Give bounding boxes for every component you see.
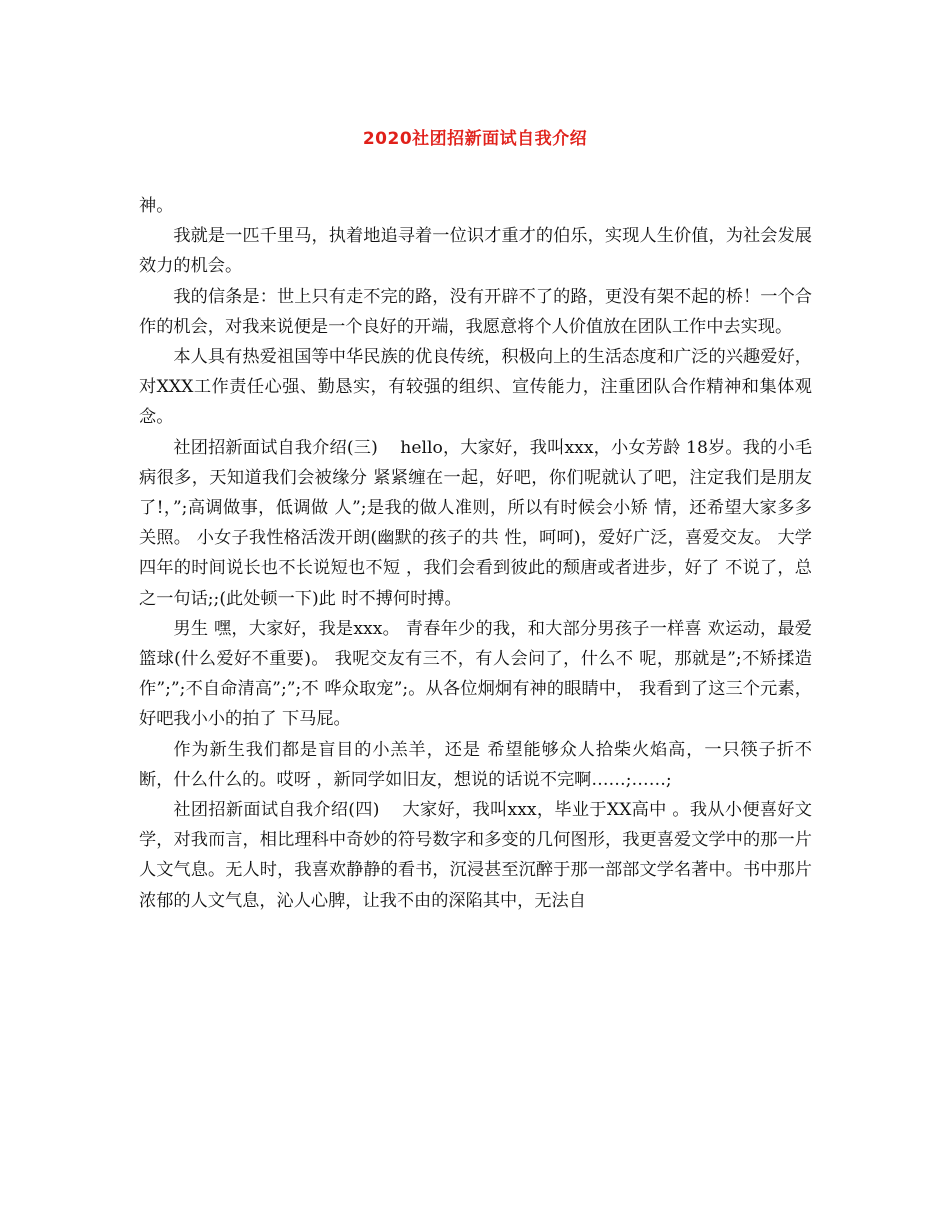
paragraph: 社团招新面试自我介绍(四) 大家好，我叫xxx，毕业于XX高中 。我从小便喜好文学，对我而言，相比理科中奇妙的符号数字和多变的几何图形，我更喜爱文学中的那一片人文气息。无人时，我喜欢静静的看书，沉浸甚至沉醉于那一部部文学名著中。书中那片浓郁的人文气息，沁人心脾，让我不由的深陷其中，无法自 xyxy=(139,800,812,911)
paragraph: 我的信条是：世上只有走不完的路，没有开辟不了的路，更没有架不起的桥！一个合作的机会，对我来说便是一个良好的开端，我愿意将个人价值放在团队工作中去实现。 xyxy=(139,286,812,337)
paragraph: 神。 xyxy=(139,196,174,216)
document-body xyxy=(139,191,818,916)
paragraph: 作为新生我们都是盲目的小羔羊，还是 希望能够众人拾柴火焰高，一只筷子折不 断，什么什么的。哎呀 ，新同学如旧友，想说的话说不完啊……;……; xyxy=(139,739,818,790)
document-title: 2020社团招新面试自我介绍 xyxy=(362,129,588,149)
paragraph: 社团招新面试自我介绍(三) hello，大家好，我叫xxx，小女芳龄 18岁。我的小毛病很多，天知道我们会被缘分 紧紧缠在一起，好吧，你们呢就认了吧，注定我们是朋友了!，”;高调做事，低调做 人”;是我的做人准则，所以有时候会小矫 情，还希望大家多多关照。 小女子我性格活泼开朗(幽默的孩子的共 性，呵呵)，爱好广泛，喜爱交友。 大学四年的时间说长也不长说短也不短 ，我们会看到彼此的颓唐或者进步，好了 不说了，总之一句话;;(此处顿一下)此 时不搏何时搏。 xyxy=(139,437,812,609)
paragraph: 本人具有热爱祖国等中华民族的优良传统，积极向上的生活态度和广泛的兴趣爱好，对XXX工作责任心强、勤恳实，有较强的组织、宣传能力，注重团队合作精神和集体观念。 xyxy=(139,347,812,428)
paragraph: 男生 嘿，大家好，我是xxx。 青春年少的我，和大部分男孩子一样喜 欢运动，最爱篮球(什么爱好不重要)。 我呢交友有三不，有人会问了，什么不 呢，那就是”;不矫揉造作”;”;不自命清高”;”;不 哗众取宠”;。从各位炯炯有神的眼睛中， 我看到了这三个元素，好吧我小小的拍了 下马屁。 xyxy=(139,618,812,730)
paragraph: 我就是一匹千里马，执着地追寻着一位识才重才的伯乐，实现人生价值，为社会发展效力的机会。 xyxy=(139,226,812,277)
